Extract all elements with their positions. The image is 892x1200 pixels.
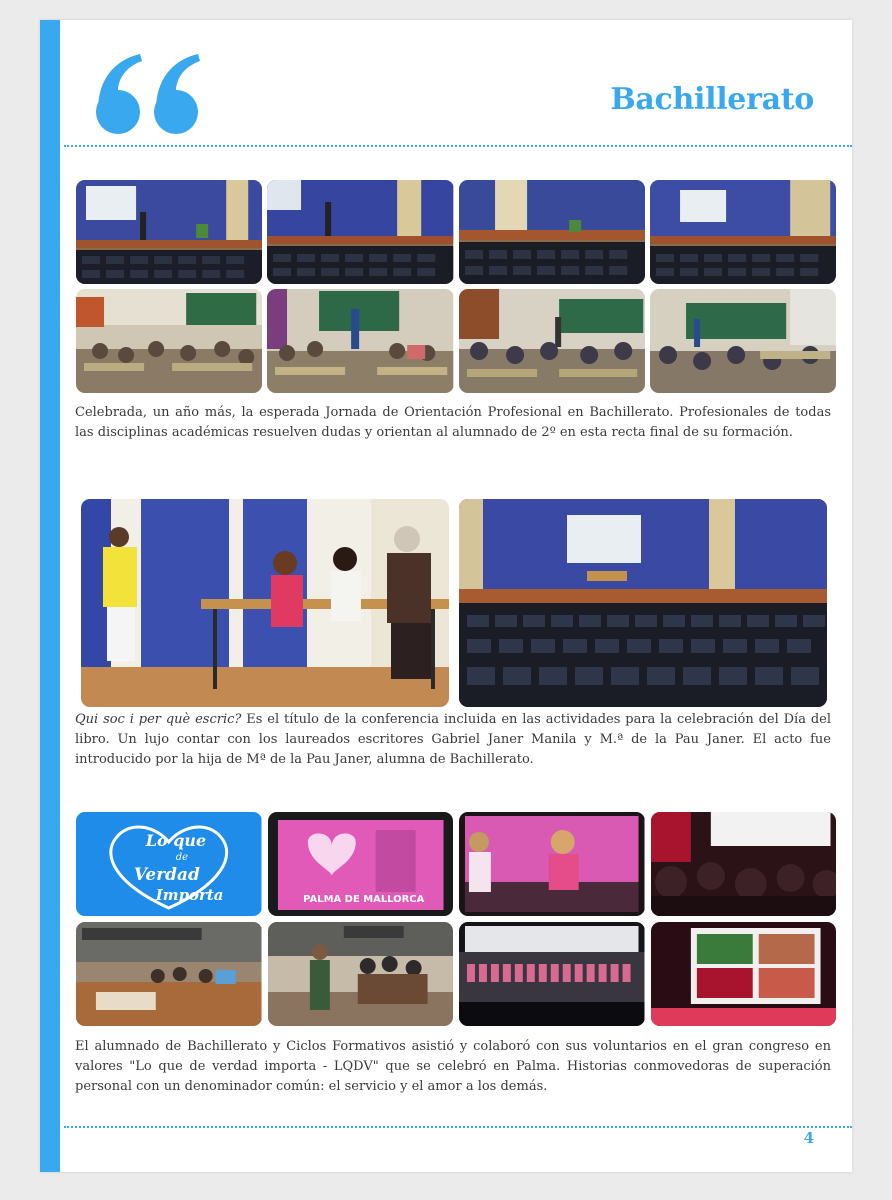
photo-event-logo (76, 812, 262, 916)
logo-text-line: Importa (155, 885, 224, 905)
logo-text-line: de (175, 851, 188, 864)
caption-book-day (75, 710, 831, 770)
photo-conference-hall (459, 180, 645, 284)
screen-city-text: PALMA DE MALLORCA (302, 893, 424, 906)
caption-book-day-text: Es el título de la conferencia incluida en las actividades para la celebración del Día del libro. Un lujo contar con los laureados escritores Gabriel Janer Manila y M.ª de la Pau Janer. El acto fue introducido por la hija de Mª de la Pau Janer, alumna de Bachillerato. (75, 712, 832, 767)
photo-auditorium (459, 499, 827, 707)
photo-classroom (267, 289, 453, 393)
caption-lqdv: El alumnado de Bachillerato y Ciclos Formativos asistió y colaboró con sus voluntarios en el gran congreso en valores "Lo que de verdad importa - LQDV" que se celebró en Palma. Historias conmovedoras de superación personal con un denominador común: el servicio y el amor a los demás. (75, 1039, 831, 1094)
bottom-divider (64, 1126, 852, 1128)
photo-classroom (76, 289, 262, 393)
photo-lobby (268, 922, 454, 1026)
photo-speakers-panel (81, 499, 449, 707)
logo-text-line: Verdad (133, 864, 200, 886)
top-divider (64, 145, 852, 147)
photo-classroom (650, 289, 836, 393)
photo-reception-desk (76, 922, 262, 1026)
quote-icon (92, 50, 212, 140)
photo-grid-orientation (76, 180, 836, 393)
photo-conference-hall (650, 180, 836, 284)
photo-grid-book-day (81, 499, 827, 707)
page (40, 20, 852, 1172)
caption-orientation: Celebrada, un año más, la esperada Jornada de Orientación Profesional en Bachillerato. Profesionales de todas las disciplinas académicas resuelven dudas y orientan al alumnado de 2º en esta recta final de su formación. (75, 405, 831, 440)
photo-conference-hall (76, 180, 262, 284)
page-number: 4 (803, 1129, 814, 1147)
photo-team-screen (651, 922, 837, 1026)
photo-classroom (459, 289, 645, 393)
photo-conference-hall (267, 180, 453, 284)
logo-text-line: Lo que (145, 830, 207, 851)
photo-choir-stage (459, 922, 645, 1026)
photo-grid-lqdv (76, 812, 836, 1026)
photo-audience (651, 812, 837, 916)
side-bar (40, 20, 60, 1172)
page-title: Bachillerato (610, 82, 814, 117)
photo-event-screen (268, 812, 454, 916)
conference-title: Qui soc i per què escric? (75, 712, 242, 727)
photo-stage-speaker (459, 812, 645, 916)
